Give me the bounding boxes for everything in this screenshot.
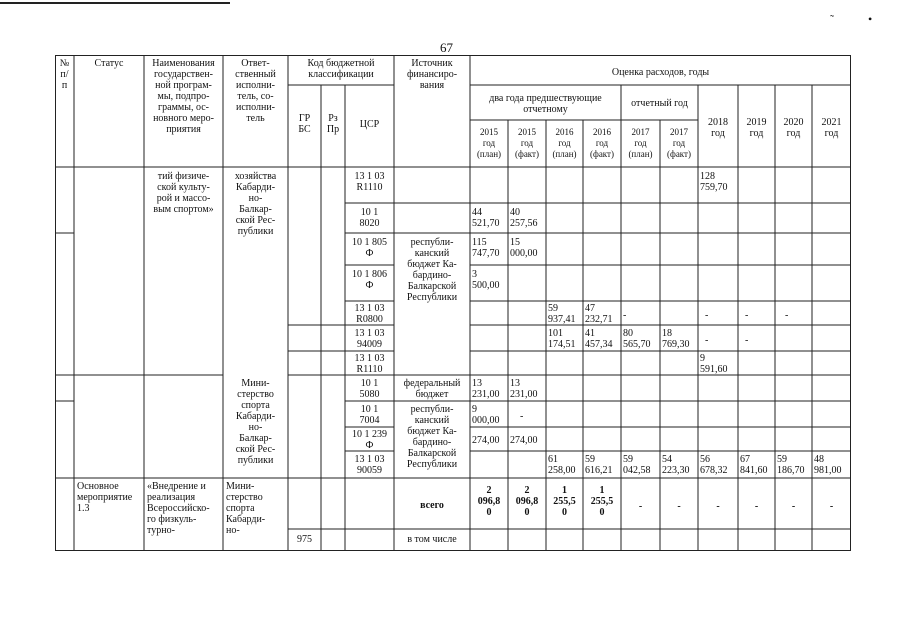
value-cell: - [623,310,627,321]
csr-code: 10 1 239 Ф [352,429,387,451]
header-estimate: Оценка расходов, годы [611,67,710,78]
top-rule [0,2,230,4]
header-2020: 2020 год [783,117,804,139]
main-event-dash: - [638,501,643,512]
main-event-dash: - [754,501,759,512]
value-cell: 18 769,30 [662,328,690,350]
main-event-name: «Внедрение и реализация Всероссийско- го физкуль- турно- [147,481,210,536]
main-event-dash: - [677,501,681,512]
value-cell: - [745,335,749,346]
csr-code: 10 1 805 Ф [352,237,387,259]
header-2015-plan: 2015 год (план) [476,127,502,159]
main-event-value: 2 096,8 0 [477,485,501,518]
header-2018: 2018 год [708,117,728,139]
header-2017-fact: 2017 год (факт) [666,127,691,159]
value-cell: 61 258,00 [548,454,576,476]
value-cell: 67 841,60 [740,454,768,476]
header-name: Наименования государствен- ной програм- мы, подпро- граммы, ос- новного меро- приятия [152,58,215,135]
value-cell: 59 042,58 [623,454,651,476]
value-cell: 13 231,00 [472,378,500,400]
csr-code: 13 1 03 R1110 [354,353,385,375]
value-cell: 80 565,70 [623,328,651,350]
source-republic-budget-2: республи- канский бюджет Ка- бардино- Балкарской Республики [406,404,458,470]
value-cell: 40 257,56 [510,207,538,229]
value-cell: 59 616,21 [585,454,613,476]
header-grbs: ГР БС [298,113,311,135]
value-cell: 56 678,32 [700,454,728,476]
csr-code: 13 1 03 R1110 [354,171,385,193]
header-2017-plan: 2017 год (план) [628,127,653,159]
csr-code: 10 1 5080 [359,378,380,400]
responsible-continued: хозяйства Кабарди- но- Балкар- ской Рес- публики [234,171,277,237]
header-2015-fact: 2015 год (факт) [514,127,539,159]
header-budget-code: Код бюджетной классификации [307,58,375,80]
scan-mark: • [868,12,873,26]
expense-table [55,55,851,551]
header-two-years: два года предшествующие отчетному [489,93,602,115]
main-event-value: 2 096,8 0 [515,485,539,518]
csr-code: 13 1 03 90059 [354,454,385,476]
header-source: Источник финансиро- вания [406,58,458,91]
header-responsible: Ответ- ственный исполни- тель, со- исполни- тель [235,58,276,124]
header-status: Статус [94,58,124,69]
value-cell: 54 223,30 [662,454,690,476]
header-number: № п/ п [59,58,70,91]
program-name-continued: тий физиче- ской культу- рой и массо- вым спортом» [153,171,214,215]
main-event-dash: - [791,501,796,512]
main-event-grbs: 975 [297,534,312,545]
value-cell: - [520,411,524,422]
value-cell: 115 747,70 [472,237,500,259]
value-cell: 47 232,71 [585,303,613,325]
value-cell: 9 000,00 [472,404,500,426]
value-cell: 15 000,00 [510,237,538,259]
main-event-value: 1 255,5 0 [553,485,576,518]
value-cell: 41 457,34 [585,328,613,350]
value-cell: - [785,310,789,321]
value-cell: - [705,310,709,321]
page-number: 67 [440,40,453,55]
scan-mark: ˜ [830,12,834,26]
value-cell: 48 981,00 [814,454,842,476]
source-federal-budget: федеральный бюджет [403,378,461,400]
value-cell: - [705,335,709,346]
header-2019: 2019 год [746,117,767,139]
main-event-source-breakdown: в том числе [407,534,457,545]
main-event-source: всего [420,500,444,511]
value-cell: 13 231,00 [510,378,538,400]
csr-code: 10 1 7004 [359,404,380,426]
csr-code: 10 1 806 Ф [352,269,387,291]
csr-code: 13 1 03 R0800 [354,303,385,325]
csr-code: 10 1 8020 [359,207,380,229]
header-2021: 2021 год [821,117,842,139]
header-report-year: отчетный год [631,98,688,109]
value-cell: - [745,310,749,321]
main-event-status: Основное мероприятие 1.3 [77,481,133,514]
main-event-dash: - [716,501,720,512]
value-cell: 3 500,00 [472,269,500,291]
header-2016-fact: 2016 год (факт) [589,127,614,159]
value-cell: 59 186,70 [777,454,805,476]
value-cell: 128 759,70 [700,171,728,193]
main-event-responsible: Мини- стерство спорта Кабарди- но- [226,481,266,536]
header-rzpr: Рз Пр [326,113,340,135]
value-cell: 274,00 [472,435,500,446]
csr-code: 13 1 03 94009 [354,328,385,350]
header-2016-plan: 2016 год (план) [552,127,577,159]
main-event-dash: - [829,501,834,512]
main-event-value: 1 255,5 0 [590,485,614,518]
header-csr: ЦСР [359,119,380,130]
value-cell: 9 591,60 [700,353,728,375]
responsible-ministry: Мини- стерство спорта Кабарди- но- Балкар- ской Рес- публики [235,378,276,466]
value-cell: 44 521,70 [472,207,500,229]
value-cell: 101 174,51 [548,328,576,350]
value-cell: 59 937,41 [548,303,576,325]
source-republic-budget: республи- канский бюджет Ка- бардино- Балкарской Республики [406,237,458,303]
value-cell: 274,00 [510,435,538,446]
